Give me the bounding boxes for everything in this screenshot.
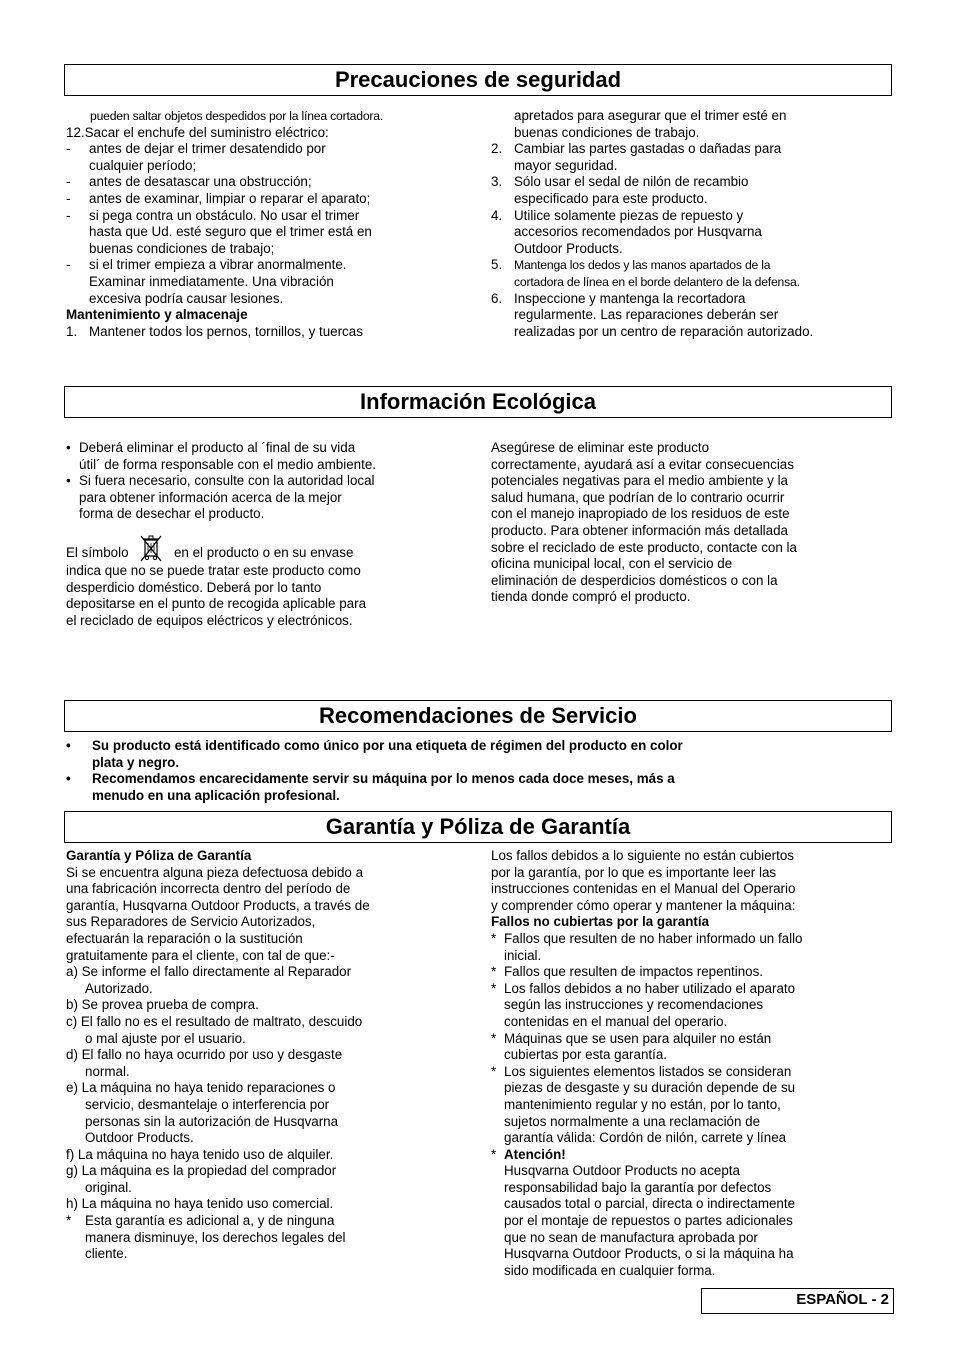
warranty-cond-g: g) La máquina es la propiedad del comprador original. <box>66 1163 337 1195</box>
eco-text-line: desperdicio doméstico. Deberá por lo tanto <box>66 579 322 595</box>
warranty-left-column <box>66 848 476 1263</box>
page-footer-label: ESPAÑOL - 2 <box>701 1288 894 1314</box>
safety-left-column <box>66 108 466 340</box>
service-bullet: • Recomendamos encarecidamente servir su máquina por lo menos cada doce meses, más a menudo en una aplicación profesional. <box>66 771 675 803</box>
eco-symbol-line: El símbolo en el producto o en su envase <box>66 533 466 563</box>
heading-safety: Precauciones de seguridad <box>64 64 892 96</box>
warranty-intro-line: sus Reparadores de Servicio Autorizados, <box>66 914 316 930</box>
safety-dash-item: - si el trimer empieza a vibrar anormalmente. Examinar inmediatamente. Una vibración excesiva podría causar lesiones. <box>66 257 347 306</box>
warranty-intro-line: garantía, Husqvarna Outdoor Products, a través de <box>66 897 370 913</box>
heading-warranty: Garantía y Póliza de Garantía <box>64 811 892 843</box>
maintenance-item-4: 4. Utilice solamente piezas de repuesto y accesorios recomendados por Husqvarna Outdoor Products. <box>491 207 762 256</box>
service-bullet: • Su producto está identificado como único por una etiqueta de régimen del producto en color plata y negro. <box>66 738 683 770</box>
maintenance-item-1-cont: apretados para asegurar que el trimer esté en buenas condiciones de trabajo. <box>514 108 787 140</box>
weee-bin-icon <box>136 533 166 563</box>
eco-left-column <box>66 440 466 629</box>
not-covered-item: * Máquinas que se usen para alquiler no están cubiertas por esta garantía. <box>491 1030 772 1063</box>
eco-bullet: • Deberá eliminar el producto al ´final de su vida útil´ de forma responsable con el medio ambiente. <box>66 440 376 472</box>
eco-right-line: sobre el reciclado de este producto, contacte con la <box>491 539 797 555</box>
not-covered-title: Fallos no cubiertas por la garantía <box>491 914 710 930</box>
eco-right-line: producto. Para obtener información más detallada <box>491 522 789 538</box>
not-covered-item: * Fallos que resulten de no haber informado un fallo inicial. <box>491 930 803 963</box>
warranty-cond-e: e) La máquina no haya tenido reparaciones o servicio, desmantelaje o interferencia por personas sin la autorización de Husqvarna Outdoor Products. <box>66 1080 339 1146</box>
maintenance-item-5: 5. Mantenga los dedos y las manos apartados de la cortadora de línea en el borde delantero de la defensa. <box>491 257 800 289</box>
eco-text-line: el reciclado de equipos eléctricos y electrónicos. <box>66 612 353 628</box>
warranty-cond-b: b) Se provea prueba de compra. <box>66 997 259 1013</box>
warranty-right-intro-line: Los fallos debidos a lo siguiente no están cubiertos <box>491 848 794 863</box>
not-covered-item: * Los siguientes elementos listados se consideran piezas de desgaste y su duración depende de su mantenimiento regular y no están, por lo tanto, sujetos normalmente a una reclamación de garantía válida: Cordón de nilón, carrete y línea <box>491 1063 796 1146</box>
safety-dash-item: - si pega contra un obstáculo. No usar el trimer hasta que Ud. esté seguro que el trimer está en buenas condiciones de trabajo; <box>66 207 372 256</box>
warranty-intro-line: efectuarán la reparación o la sustitución <box>66 930 303 946</box>
eco-right-line: potenciales negativas para el medio ambiente y la <box>491 473 789 489</box>
safety-dash-item: - antes de examinar, limpiar o reparar el aparato; <box>66 190 371 206</box>
eco-bullet: • Si fuera necesario, consulte con la autoridad local para obtener información acerca de la mejor forma de desechar el producto. <box>66 473 375 522</box>
safety-right-column <box>491 108 891 340</box>
eco-right-column <box>491 440 891 606</box>
attention-item: * Atención! Husqvarna Outdoor Products no acepta responsabilidad bajo la garantía por defectos causados total o parcial, directa o indirectamente por el montaje de repuestos o partes adicionales que no sean de manufactura aprobada por Husqvarna Outdoor Products, o si la máquina ha sido modificada en cualquier forma. <box>491 1146 796 1278</box>
eco-right-line: con el manejo inapropiado de los residuos de este <box>491 506 790 522</box>
safety-intro: pueden saltar objetos despedidos por la línea cortadora. <box>90 109 384 123</box>
maintenance-title: Mantenimiento y almacenaje <box>66 307 248 323</box>
eco-right-line: tienda donde compró el producto. <box>491 589 691 605</box>
safety-dash-item: - antes de desatascar una obstrucción; <box>66 174 312 190</box>
eco-right-line: eliminación de desperdicios domésticos o con la <box>491 572 778 588</box>
service-bullets <box>66 738 866 804</box>
eco-right-line: oficina municipal local, con el servicio de <box>491 556 733 572</box>
not-covered-item: * Los fallos debidos a no haber utilizado el aparato según las instrucciones y recomendaciones contenidas en el manual del operario. <box>491 980 796 1029</box>
warranty-cond-f: f) La máquina no haya tenido uso de alquiler. <box>66 1146 334 1162</box>
eco-right-line: salud humana, que podrían de lo contrario ocurrir <box>491 489 785 505</box>
heading-eco: Información Ecológica <box>64 386 892 418</box>
warranty-intro-line: gratuitamente para el cliente, con tal de que:- <box>66 947 335 963</box>
warranty-cond-c: c) El fallo no es el resultado de maltrato, descuido o mal ajuste por el usuario. <box>66 1013 363 1046</box>
eco-right-line: Asegúrese de eliminar este producto <box>491 440 710 455</box>
maintenance-item-1: 1. Mantener todos los pernos, tornillos, y tuercas <box>66 323 363 339</box>
warranty-right-column <box>491 848 891 1279</box>
warranty-star-note: * Esta garantía es adicional a, y de ninguna manera disminuye, los derechos legales del cliente. <box>66 1213 346 1262</box>
eco-text-line: depositarse en el punto de recogida aplicable para <box>66 596 367 612</box>
eco-right-line: correctamente, ayudará así a evitar consecuencias <box>491 456 794 472</box>
warranty-right-intro-line: y comprender cómo operar y mantener la máquina: <box>491 897 796 913</box>
warranty-intro-line: Si se encuentra alguna pieza defectuosa debido a <box>66 864 364 880</box>
warranty-right-intro-line: por la garantía, por lo que es importante leer las <box>491 864 777 880</box>
warranty-cond-d: d) El fallo no haya ocurrido por uso y desgaste normal. <box>66 1047 343 1079</box>
maintenance-item-6: 6. Inspeccione y mantenga la recortadora regularmente. Las reparaciones deberán ser realizadas por un centro de reparación autorizado. <box>491 290 814 339</box>
heading-service: Recomendaciones de Servicio <box>64 700 892 732</box>
warranty-title: Garantía y Póliza de Garantía <box>66 848 252 863</box>
maintenance-item-3: 3. Sólo usar el sedal de nilón de recambio especificado para este producto. <box>491 174 749 206</box>
safety-dash-item: - antes de dejar el trimer desatendido por cualquier período; <box>66 141 326 173</box>
warranty-right-intro-line: instrucciones contenidas en el Manual del Operario <box>491 881 796 897</box>
safety-item-12: 12.Sacar el enchufe del suministro eléctrico: <box>66 124 329 140</box>
maintenance-item-2: 2. Cambiar las partes gastadas o dañadas para mayor seguridad. <box>491 141 782 173</box>
eco-text-line: indica que no se puede tratar este producto como <box>66 562 361 578</box>
warranty-cond-h: h) La máquina no haya tenido uso comercial. <box>66 1196 334 1212</box>
warranty-cond-a: a) Se informe el fallo directamente al Reparador Autorizado. <box>66 964 352 996</box>
warranty-intro-line: una fabricación incorrecta dentro del período de <box>66 881 351 897</box>
not-covered-item: * Fallos que resulten de impactos repentinos. <box>491 964 764 980</box>
